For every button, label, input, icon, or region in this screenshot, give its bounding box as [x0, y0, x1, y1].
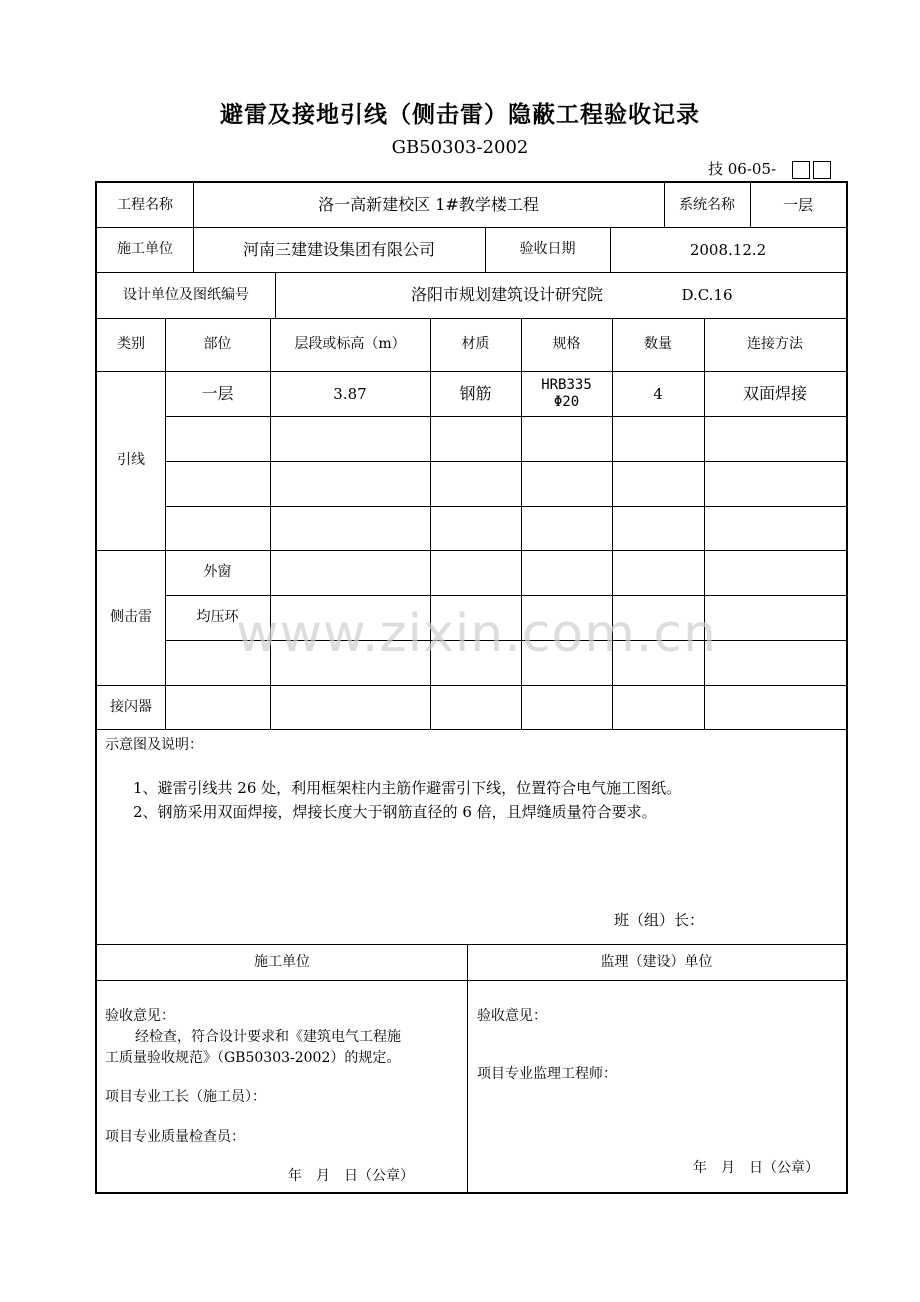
column-header-material: 材质 [461, 336, 490, 353]
record-form [95, 181, 848, 1194]
notes-line-1: 1、避雷引线共 26 处，利用框架柱内主筋作避雷引下线，位置符合电气施工图纸。 [133, 779, 682, 797]
design-unit-value: 洛阳市规划建筑设计研究院 [410, 285, 603, 305]
lead-row-connection: 双面焊接 [742, 383, 807, 403]
document-title: 避雷及接地引线（侧击雷）隐蔽工程验收记录 [220, 101, 700, 128]
system-name-value: 一层 [782, 196, 813, 214]
drawing-number-value: D.C.16 [681, 286, 733, 304]
system-name-label: 系统名称 [679, 196, 735, 213]
group-label-flash: 接闪器 [110, 698, 152, 715]
acceptance-date-value: 2008.12.2 [689, 240, 767, 259]
left-date-seal: 年 月 日（公章） [288, 1168, 414, 1184]
notes-line-2: 2、钢筋采用双面焊接，焊接长度大于钢筋直径的 6 倍，且焊缝质量符合要求。 [133, 803, 657, 821]
lead-row-material: 钢筋 [459, 383, 492, 403]
qc-inspector-label: 项目专业质量检查员： [105, 1129, 245, 1145]
column-header-connection: 连接方法 [747, 336, 803, 353]
project-name-label: 工程名称 [117, 196, 173, 213]
left-opinion-line-1: 经检查，符合设计要求和《建筑电气工程施 [135, 1029, 401, 1045]
group-label-side-strike: 侧击雷 [110, 609, 152, 626]
left-opinion-label: 验收意见： [105, 1008, 175, 1024]
team-leader-label: 班（组）长： [614, 911, 705, 929]
notes-label: 示意图及说明： [105, 737, 203, 753]
foreman-label: 项目专业工长（施工员）： [105, 1089, 266, 1105]
lead-row-spec [521, 371, 612, 416]
group-label-lead: 引线 [117, 452, 145, 469]
lead-row-spec-diameter: Φ20 [553, 393, 580, 410]
design-unit-label: 设计单位及图纸编号 [123, 286, 249, 303]
watermark: www.zixin.com.cn [236, 604, 717, 664]
signoff-contractor-header: 施工单位 [254, 953, 310, 970]
column-header-spec: 规格 [552, 336, 581, 353]
side-position-window: 外窗 [203, 564, 232, 581]
lead-row-position: 一层 [201, 383, 234, 403]
signoff-supervisor-header: 监理（建设）单位 [600, 953, 713, 970]
acceptance-date-label: 验收日期 [519, 241, 576, 258]
supervisor-engineer-label: 项目专业监理工程师： [477, 1066, 617, 1082]
left-opinion-line-2: 工质量验收规范》（GB50303-2002）的规定。 [105, 1050, 401, 1066]
lead-row-elevation: 3.87 [333, 384, 367, 403]
right-date-seal: 年 月 日（公章） [693, 1160, 819, 1176]
lead-row-spec-grade: HRB335 [541, 376, 592, 393]
right-opinion-label: 验收意见： [477, 1008, 547, 1024]
form-number-box-2 [813, 161, 831, 179]
column-header-category: 类别 [117, 336, 145, 353]
contractor-label: 施工单位 [117, 241, 173, 258]
column-header-position: 部位 [203, 336, 232, 353]
contractor-value: 河南三建建设集团有限公司 [242, 239, 435, 259]
column-header-elevation: 层段或标高（m） [294, 336, 406, 353]
column-header-quantity: 数量 [644, 336, 672, 353]
standard-code: GB50303-2002 [391, 137, 529, 158]
project-name-value: 洛一高新建校区 1#教学楼工程 [318, 195, 539, 215]
form-number: 技 06-05- [708, 160, 777, 178]
form-number-box-1 [792, 161, 810, 179]
side-position-ring: 均压环 [196, 609, 239, 626]
lead-row-quantity: 4 [653, 384, 663, 403]
